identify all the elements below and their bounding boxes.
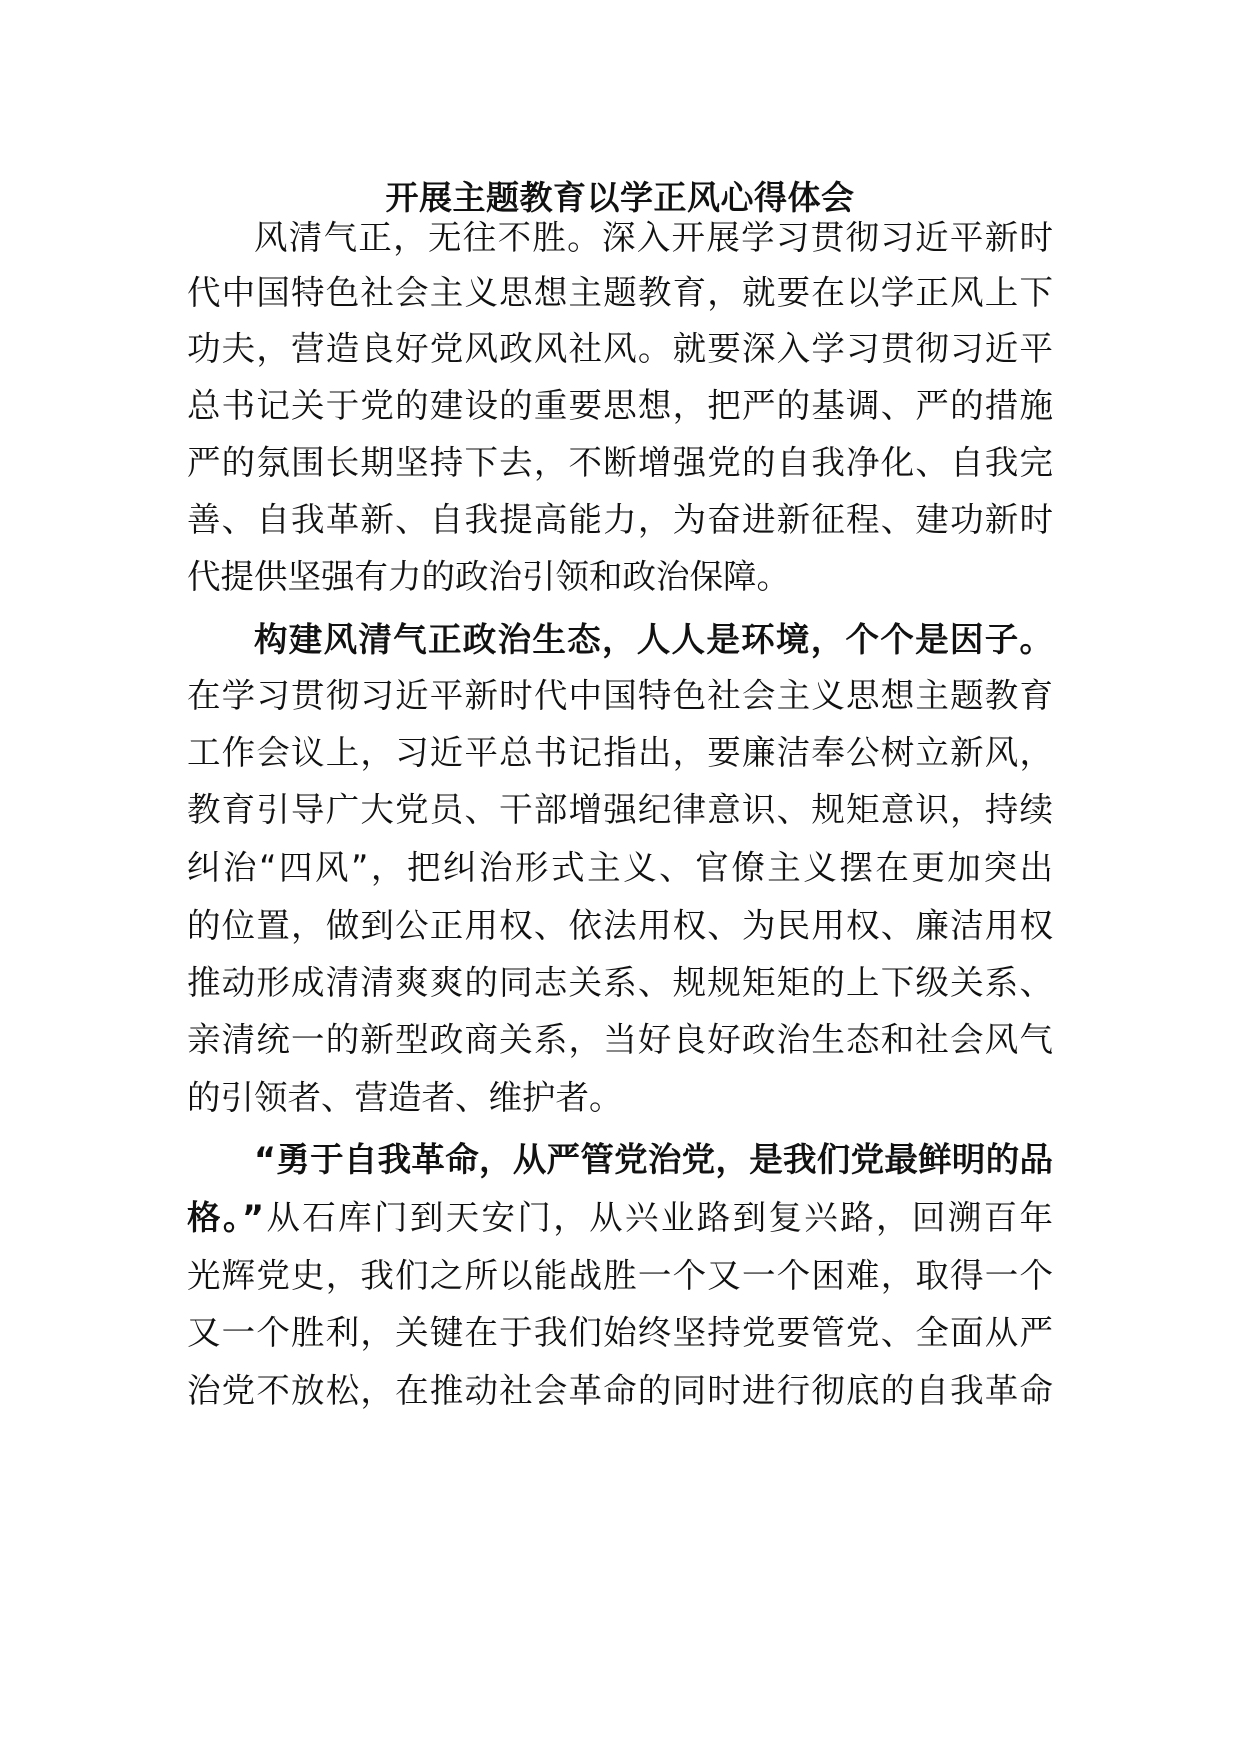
paragraph-2-lead: 构建风清气正政治生态，人人是环境，个个是因子。: [254, 620, 1053, 659]
paragraph-1-line-2: 代中国特色社会主义思想主题教育，就要在以学正风上下: [187, 273, 1053, 312]
paragraph-1-line-5: 严的氛围长期坚持下去，不断增强党的自我净化、自我完: [187, 443, 1053, 482]
paragraph-2-line-7: 亲清统一的新型政商关系，当好良好政治生态和社会风气: [187, 1020, 1053, 1059]
paragraph-1-line-4: 总书记关于党的建设的重要思想，把严的基调、严的措施: [187, 386, 1053, 425]
paragraph-2-line-4: 纠治“四风”，把纠治形式主义、官僚主义摆在更加突出: [187, 848, 1053, 887]
paragraph-1-line-1: 风清气正，无往不胜。深入开展学习贯彻习近平新时: [254, 218, 1053, 257]
paragraph-2-line-2: 工作会议上，习近平总书记指出，要廉洁奉公树立新风，: [187, 733, 1053, 772]
paragraph-2-line-3: 教育引导广大党员、干部增强纪律意识、规矩意识，持续: [187, 790, 1053, 829]
paragraph-3-line-1: [187, 1193, 1053, 1243]
paragraph-3-lead: “勇于自我革命，从严管党治党，是我们党最鲜明的品: [254, 1140, 1053, 1179]
paragraph-3-lead-end: 格。”: [187, 1198, 264, 1237]
paragraph-3-line-2: 光辉党史，我们之所以能战胜一个又一个困难，取得一个: [187, 1256, 1053, 1295]
paragraph-1-line-7: 代提供坚强有力的政治引领和政治保障。: [187, 557, 790, 596]
paragraph-3-line-3: 又一个胜利，关键在于我们始终坚持党要管党、全面从严: [187, 1313, 1053, 1352]
document-title: 开展主题教育以学正风心得体会: [385, 178, 855, 217]
paragraph-1-line-3: 功夫，营造良好党风政风社风。就要深入学习贯彻习近平: [187, 329, 1053, 368]
paragraph-2-line-8: 的引领者、营造者、维护者。: [187, 1078, 623, 1117]
paragraph-3-line-4: 治党不放松，在推动社会革命的同时进行彻底的自我革命: [187, 1371, 1053, 1410]
paragraph-3-line-1-text: 从石库门到天安门，从兴业路到复兴路，回溯百年: [264, 1198, 1053, 1237]
paragraph-2-line-6: 推动形成清清爽爽的同志关系、规规矩矩的上下级关系、: [187, 963, 1053, 1002]
paragraph-2-line-1: 在学习贯彻习近平新时代中国特色社会主义思想主题教育: [187, 676, 1053, 715]
paragraph-1-line-6: 善、自我革新、自我提高能力，为奋进新征程、建功新时: [187, 500, 1053, 539]
paragraph-2-line-5: 的位置，做到公正用权、依法用权、为民用权、廉洁用权: [187, 906, 1053, 945]
